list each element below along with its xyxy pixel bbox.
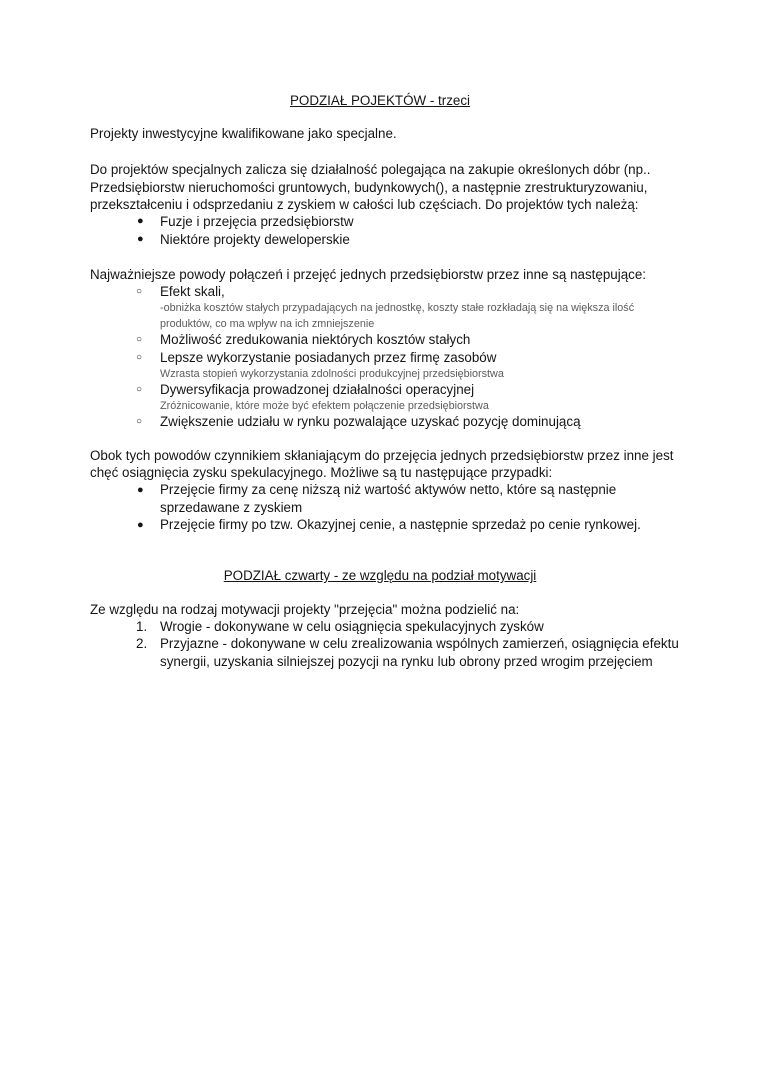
reason-1: Efekt skali,	[160, 284, 225, 299]
case-1-line-2: sprzedawane z zyskiem	[160, 500, 303, 515]
reason-5: Zwiększenie udziału w rynku pozwalające uzyskać pozycję dominującą	[160, 414, 581, 429]
bullet-icon: ●	[137, 519, 144, 531]
paragraph-1-line-2: Przedsiębiorstw nieruchomości gruntowych, budynkowych(), a następnie zrestrukturyzowaniu,	[90, 180, 648, 195]
circle-bullet-icon: ○	[136, 384, 143, 395]
circle-bullet-icon: ○	[136, 352, 143, 363]
motivation-2-line-1: Przyjazne - dokonywane w celu zrealizowania wspólnych zamierzeń, osiągnięcia efektu	[160, 636, 679, 651]
paragraph-4: Ze względu na rodzaj motywacji projekty "przejęcia" można podzielić na:	[90, 602, 520, 617]
circle-bullet-icon: ○	[136, 286, 143, 297]
list-number: 2.	[136, 636, 148, 651]
intro-text: Projekty inwestycyjne kwalifikowane jako specjalne.	[90, 126, 397, 141]
reason-4-note: Zróżnicowanie, które może być efektem połączenie przedsiębiorstwa	[160, 400, 489, 412]
motivation-1: Wrogie - dokonywane w celu osiągnięcia spekulacyjnych zysków	[160, 619, 544, 634]
reason-1-note-line-1: -obniżka kosztów stałych przypadających na jednostkę, koszty stałe rozkładają się na większa ilość	[160, 302, 635, 314]
list-number: 1.	[136, 619, 148, 634]
paragraph-3-line-1: Obok tych powodów czynnikiem skłaniającym do przejęcia jednych przedsiębiorstw przez inne jest	[90, 448, 674, 463]
reason-2: Możliwość zredukowania niektórych kosztów stałych	[160, 332, 471, 347]
list-item: Niektóre projekty deweloperskie	[160, 232, 350, 247]
paragraph-1-line-1: Do projektów specjalnych zalicza się działalność polegająca na zakupie określonych dóbr (np..	[90, 162, 651, 177]
paragraph-1-line-3: przekształceniu i odsprzedaniu z zyskiem w całości lub częściach. Do projektów tych należą:	[90, 197, 639, 212]
reason-4: Dywersyfikacja prowadzonej działalności operacyjnej	[160, 382, 475, 397]
bullet-icon: ●	[137, 215, 144, 227]
list-item: Fuzje i przejęcia przedsiębiorstw	[160, 214, 354, 229]
reason-3: Lepsze wykorzystanie posiadanych przez firmę zasobów	[160, 350, 497, 365]
heading-podzial-trzeci: PODZIAŁ POJEKTÓW - trzeci	[289, 93, 471, 108]
motivation-2-line-2: synergii, uzyskania silniejszej pozycji na rynku lub obrony przed wrogim przejęciem	[160, 654, 653, 669]
case-2: Przejęcie firmy po tzw. Okazyjnej cenie, a następnie sprzedaż po cenie rynkowej.	[160, 517, 641, 532]
case-1-line-1: Przejęcie firmy za cenę niższą niż wartość aktywów netto, które są następnie	[160, 482, 617, 497]
circle-bullet-icon: ○	[136, 416, 143, 427]
bullet-icon: ●	[137, 233, 144, 245]
heading-podzial-czwarty: PODZIAŁ czwarty - ze względu na podział motywacji	[223, 568, 537, 583]
reason-3-note: Wzrasta stopień wykorzystania zdolności produkcyjnej przedsiębiorstwa	[160, 368, 504, 380]
reason-1-note-line-2: produktów, co ma wpływ na ich zmniejszenie	[160, 318, 375, 330]
bullet-icon: ●	[137, 484, 144, 496]
circle-bullet-icon: ○	[136, 334, 143, 345]
paragraph-2: Najważniejsze powody połączeń i przejęć jednych przedsiębiorstw przez inne są następujące:	[90, 267, 647, 282]
paragraph-3-line-2: chęć osiągnięcia zysku spekulacyjnego. Możliwe są tu następujące przypadki:	[90, 465, 553, 480]
